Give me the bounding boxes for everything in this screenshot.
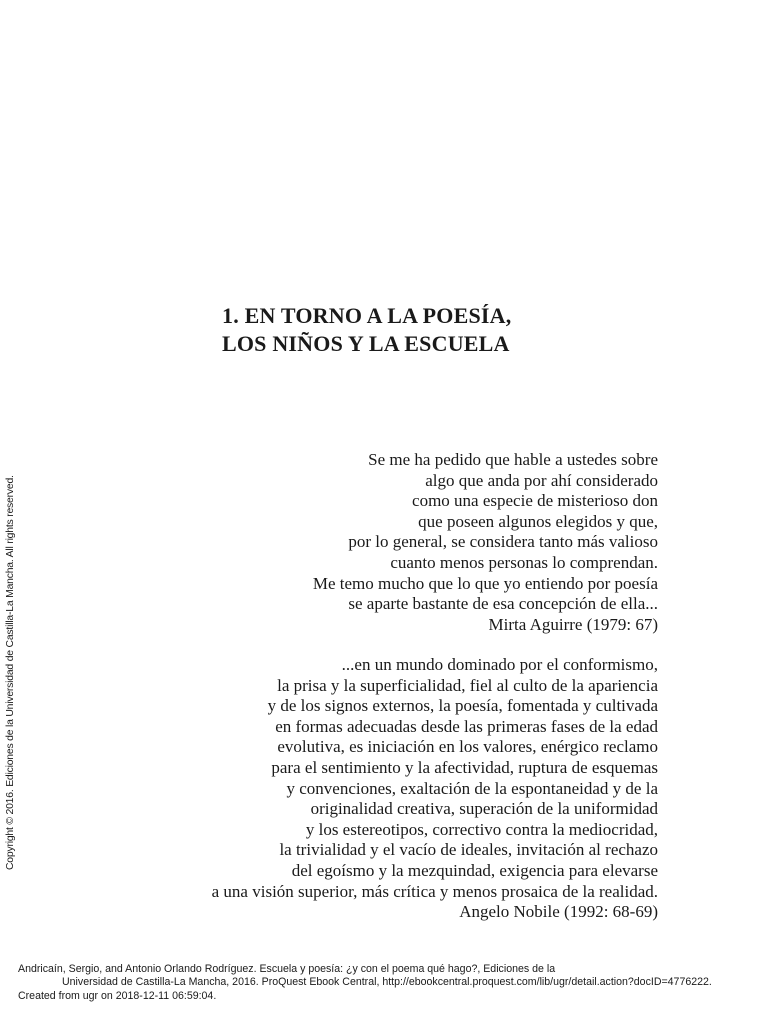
citation-line-2: Universidad de Castilla-La Mancha, 2016. ProQuest Ebook Central, http://ebookcentral.proquest.com/lib/ugr/detail.action?docID=4776222. — [62, 976, 712, 989]
epigraph-line: como una especie de misterioso don — [412, 491, 658, 511]
epigraph-line: cuanto menos personas lo comprendan. — [390, 552, 658, 572]
epigraph-line: y los estereotipos, correctivo contra la mediocridad, — [305, 819, 658, 839]
epigraph-line: que poseen algunos elegidos y que, — [418, 511, 658, 531]
epigraph-line: en formas adecuadas desde las primeras fases de la edad — [275, 716, 658, 736]
epigraph-line: originalidad creativa, superación de la uniformidad — [310, 799, 658, 819]
epigraph-line: del egoísmo y la mezquindad, exigencia para elevarse — [291, 860, 658, 880]
epigraph-line: y convenciones, exaltación de la espontaneidad y de la — [286, 778, 658, 798]
copyright-notice: Copyright © 2016. Ediciones de la Universidad de Castilla-La Mancha. All rights reserved. — [5, 475, 16, 870]
citation-line-3: Created from ugr on 2018-12-11 06:59:04. — [18, 989, 217, 1002]
epigraph-line: la prisa y la superficialidad, fiel al culto de la apariencia — [277, 675, 658, 695]
epigraph-nobile — [98, 655, 658, 923]
epigraph-aguirre — [98, 450, 658, 635]
epigraph-line: evolutiva, es iniciación en los valores, enérgico reclamo — [277, 737, 658, 757]
epigraph-line: la trivialidad y el vacío de ideales, invitación al rechazo — [279, 840, 658, 860]
epigraph-line: a una visión superior, más crítica y menos prosaica de la realidad. — [211, 881, 658, 901]
epigraph-line: ...en un mundo dominado por el conformismo, — [341, 655, 658, 674]
citation-footer — [18, 963, 768, 1003]
epigraph-line: Se me ha pedido que hable a ustedes sobre — [368, 450, 658, 469]
epigraph-attribution: Angelo Nobile (1992: 68-69) — [459, 902, 658, 922]
epigraph-line: algo que anda por ahí considerado — [425, 470, 658, 490]
epigraph-line: se aparte bastante de esa concepción de ella... — [348, 594, 658, 614]
chapter-title — [222, 302, 642, 358]
chapter-title-line-2: LOS NIÑOS Y LA ESCUELA — [222, 331, 510, 356]
epigraph-line: por lo general, se considera tanto más valioso — [348, 532, 658, 552]
epigraph-line: Me temo mucho que lo que yo entiendo por poesía — [312, 573, 658, 593]
epigraph-attribution: Mirta Aguirre (1979: 67) — [488, 614, 658, 634]
chapter-title-line-1: 1. EN TORNO A LA POESÍA, — [222, 303, 512, 328]
epigraph-line: y de los signos externos, la poesía, fomentada y cultivada — [267, 696, 658, 716]
citation-line-1: Andricaín, Sergio, and Antonio Orlando Rodríguez. Escuela y poesía: ¿y con el poema qué hago?, Ediciones de la — [18, 963, 556, 975]
epigraph-line: para el sentimiento y la afectividad, ruptura de esquemas — [271, 757, 658, 777]
